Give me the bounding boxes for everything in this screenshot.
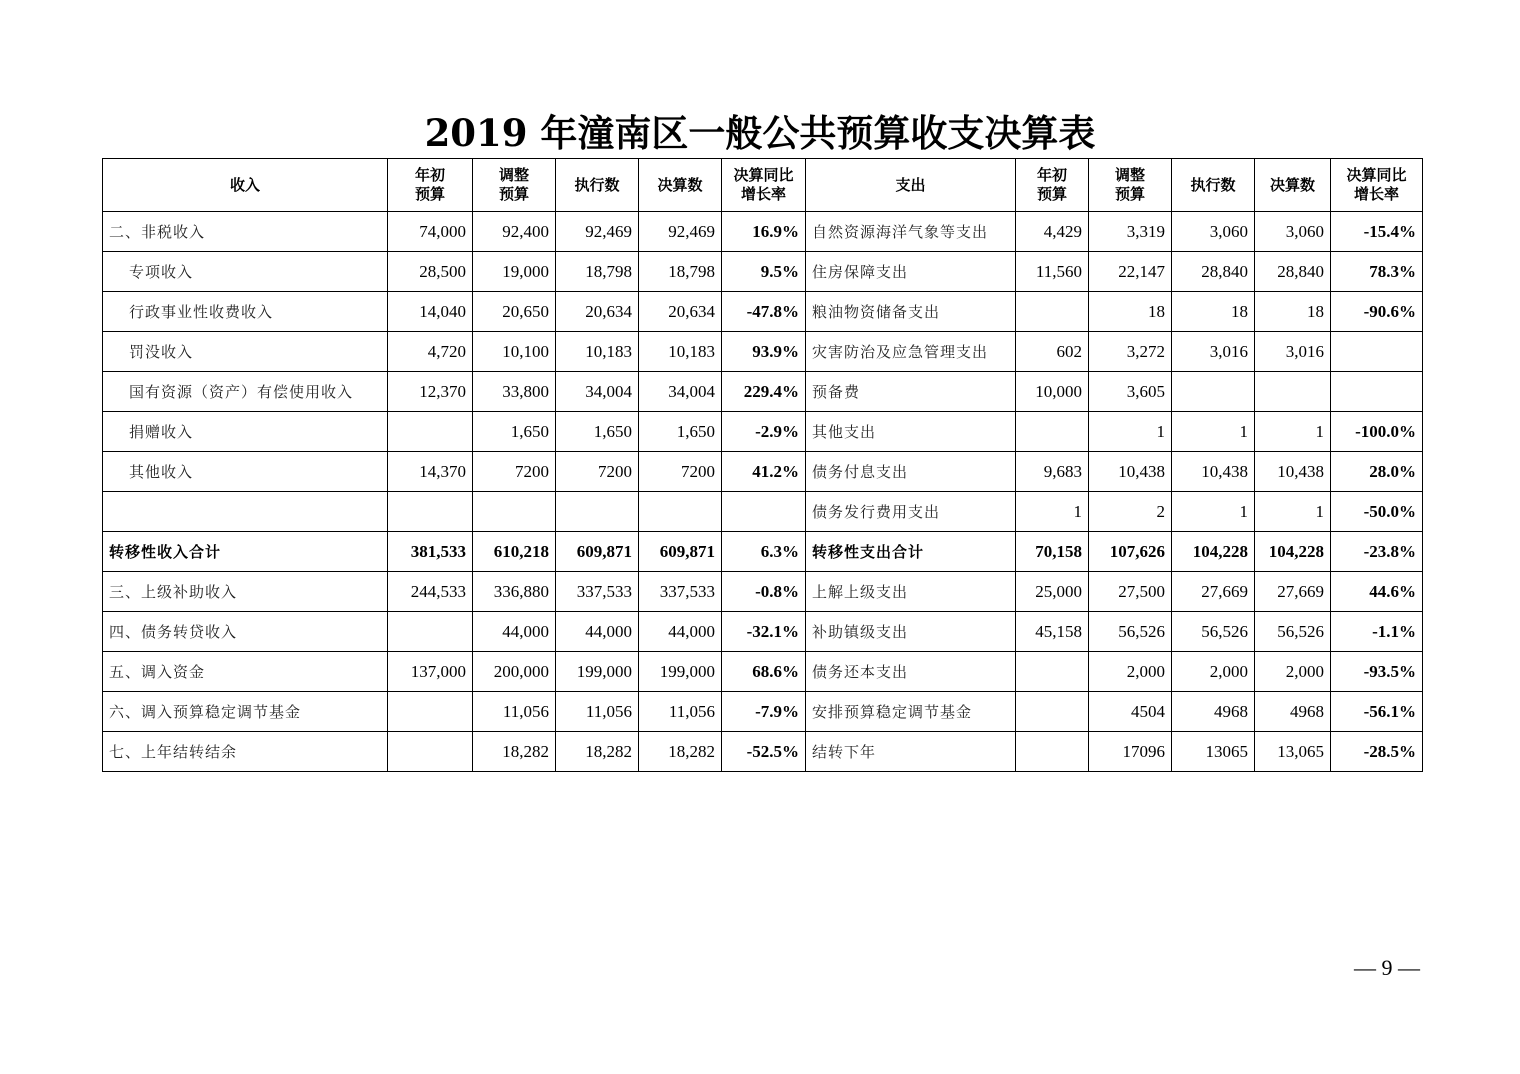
income-final: 1,650 (639, 412, 722, 452)
expense-growth: -28.5% (1331, 732, 1423, 772)
header-adjusted-budget: 调整 预算 (473, 159, 556, 212)
income-final: 34,004 (639, 372, 722, 412)
header-expense-initial-budget: 年初 预算 (1016, 159, 1089, 212)
expense-initial: 602 (1016, 332, 1089, 372)
expense-label: 自然资源海洋气象等支出 (806, 212, 1016, 252)
expense-label: 补助镇级支出 (806, 612, 1016, 652)
income-executed: 44,000 (556, 612, 639, 652)
income-initial: 12,370 (388, 372, 473, 412)
table-row (103, 652, 1423, 692)
income-label: 二、非税收入 (103, 212, 388, 252)
income-adjusted: 20,650 (473, 292, 556, 332)
income-growth: -2.9% (722, 412, 806, 452)
table-row (103, 292, 1423, 332)
expense-adjusted: 27,500 (1089, 572, 1172, 612)
expense-adjusted: 3,319 (1089, 212, 1172, 252)
table-row (103, 212, 1423, 252)
expense-initial: 1 (1016, 492, 1089, 532)
expense-growth: -100.0% (1331, 412, 1423, 452)
income-label: 四、债务转贷收入 (103, 612, 388, 652)
income-growth: -52.5% (722, 732, 806, 772)
income-adjusted: 18,282 (473, 732, 556, 772)
expense-growth: -23.8% (1331, 532, 1423, 572)
income-executed: 1,650 (556, 412, 639, 452)
income-initial (388, 732, 473, 772)
income-initial (388, 412, 473, 452)
income-final: 18,282 (639, 732, 722, 772)
income-final: 337,533 (639, 572, 722, 612)
expense-executed: 3,016 (1172, 332, 1255, 372)
expense-label: 灾害防治及应急管理支出 (806, 332, 1016, 372)
income-growth: 16.9% (722, 212, 806, 252)
header-income: 收入 (103, 159, 388, 212)
income-initial: 4,720 (388, 332, 473, 372)
expense-executed: 18 (1172, 292, 1255, 332)
income-adjusted: 44,000 (473, 612, 556, 652)
header-expense: 支出 (806, 159, 1016, 212)
income-label: 五、调入资金 (103, 652, 388, 692)
income-initial: 14,370 (388, 452, 473, 492)
income-final: 199,000 (639, 652, 722, 692)
table-row (103, 492, 1423, 532)
income-executed: 199,000 (556, 652, 639, 692)
income-executed (556, 492, 639, 532)
expense-initial (1016, 692, 1089, 732)
income-growth: 229.4% (722, 372, 806, 412)
expense-executed: 10,438 (1172, 452, 1255, 492)
income-initial (388, 692, 473, 732)
table-row (103, 692, 1423, 732)
income-label: 其他收入 (103, 452, 388, 492)
income-executed: 92,469 (556, 212, 639, 252)
expense-label: 债务发行费用支出 (806, 492, 1016, 532)
income-label: 三、上级补助收入 (103, 572, 388, 612)
expense-initial (1016, 412, 1089, 452)
income-growth: -47.8% (722, 292, 806, 332)
expense-growth: 28.0% (1331, 452, 1423, 492)
income-adjusted: 610,218 (473, 532, 556, 572)
header-final: 决算数 (639, 159, 722, 212)
income-adjusted: 19,000 (473, 252, 556, 292)
expense-executed: 56,526 (1172, 612, 1255, 652)
income-label: 国有资源（资产）有偿使用收入 (103, 372, 388, 412)
income-label: 行政事业性收费收入 (103, 292, 388, 332)
header-expense-growth: 决算同比 增长率 (1331, 159, 1423, 212)
header-expense-executed: 执行数 (1172, 159, 1255, 212)
expense-adjusted: 17096 (1089, 732, 1172, 772)
income-executed: 34,004 (556, 372, 639, 412)
income-label: 六、调入预算稳定调节基金 (103, 692, 388, 732)
expense-growth: -1.1% (1331, 612, 1423, 652)
expense-adjusted: 3,605 (1089, 372, 1172, 412)
income-final: 10,183 (639, 332, 722, 372)
expense-adjusted: 2,000 (1089, 652, 1172, 692)
table-row (103, 372, 1423, 412)
expense-label: 住房保障支出 (806, 252, 1016, 292)
expense-initial: 45,158 (1016, 612, 1089, 652)
header-initial-budget: 年初 预算 (388, 159, 473, 212)
expense-growth: -56.1% (1331, 692, 1423, 732)
expense-adjusted: 107,626 (1089, 532, 1172, 572)
expense-executed: 27,669 (1172, 572, 1255, 612)
expense-adjusted: 1 (1089, 412, 1172, 452)
table-row (103, 252, 1423, 292)
expense-final: 56,526 (1255, 612, 1331, 652)
expense-growth: 44.6% (1331, 572, 1423, 612)
expense-final: 3,016 (1255, 332, 1331, 372)
income-growth: -0.8% (722, 572, 806, 612)
expense-executed: 1 (1172, 492, 1255, 532)
income-adjusted: 33,800 (473, 372, 556, 412)
budget-table (102, 158, 1423, 772)
expense-executed: 3,060 (1172, 212, 1255, 252)
expense-initial: 9,683 (1016, 452, 1089, 492)
expense-growth: -50.0% (1331, 492, 1423, 532)
income-executed: 11,056 (556, 692, 639, 732)
income-final: 11,056 (639, 692, 722, 732)
table-row (103, 572, 1423, 612)
income-adjusted: 200,000 (473, 652, 556, 692)
income-growth: 93.9% (722, 332, 806, 372)
income-label: 罚没收入 (103, 332, 388, 372)
expense-label: 其他支出 (806, 412, 1016, 452)
income-initial: 244,533 (388, 572, 473, 612)
header-expense-final: 决算数 (1255, 159, 1331, 212)
expense-adjusted: 56,526 (1089, 612, 1172, 652)
income-executed: 10,183 (556, 332, 639, 372)
expense-adjusted: 10,438 (1089, 452, 1172, 492)
expense-label: 结转下年 (806, 732, 1016, 772)
expense-initial (1016, 292, 1089, 332)
income-adjusted (473, 492, 556, 532)
expense-label: 预备费 (806, 372, 1016, 412)
income-adjusted: 7200 (473, 452, 556, 492)
expense-growth (1331, 372, 1423, 412)
table-row (103, 412, 1423, 452)
expense-final: 18 (1255, 292, 1331, 332)
expense-label: 债务付息支出 (806, 452, 1016, 492)
income-initial: 14,040 (388, 292, 473, 332)
expense-final: 27,669 (1255, 572, 1331, 612)
income-label: 转移性收入合计 (103, 532, 388, 572)
expense-label: 安排预算稳定调节基金 (806, 692, 1016, 732)
expense-initial: 25,000 (1016, 572, 1089, 612)
income-growth: -32.1% (722, 612, 806, 652)
income-initial (388, 492, 473, 532)
expense-label: 债务还本支出 (806, 652, 1016, 692)
table-row (103, 332, 1423, 372)
income-executed: 18,282 (556, 732, 639, 772)
income-initial: 74,000 (388, 212, 473, 252)
expense-final: 13,065 (1255, 732, 1331, 772)
income-executed: 20,634 (556, 292, 639, 332)
income-initial (388, 612, 473, 652)
expense-growth (1331, 332, 1423, 372)
header-growth: 决算同比 增长率 (722, 159, 806, 212)
expense-label: 上解上级支出 (806, 572, 1016, 612)
income-initial: 381,533 (388, 532, 473, 572)
income-label: 七、上年结转结余 (103, 732, 388, 772)
income-growth: 68.6% (722, 652, 806, 692)
header-executed: 执行数 (556, 159, 639, 212)
income-final: 18,798 (639, 252, 722, 292)
income-executed: 18,798 (556, 252, 639, 292)
income-growth (722, 492, 806, 532)
expense-executed: 4968 (1172, 692, 1255, 732)
table-row (103, 612, 1423, 652)
income-final: 92,469 (639, 212, 722, 252)
income-final: 20,634 (639, 292, 722, 332)
expense-initial: 70,158 (1016, 532, 1089, 572)
income-adjusted: 10,100 (473, 332, 556, 372)
expense-final: 1 (1255, 492, 1331, 532)
expense-final: 2,000 (1255, 652, 1331, 692)
header-expense-adjusted-budget: 调整 预算 (1089, 159, 1172, 212)
expense-final: 28,840 (1255, 252, 1331, 292)
expense-executed: 13065 (1172, 732, 1255, 772)
expense-growth: -90.6% (1331, 292, 1423, 332)
income-final: 7200 (639, 452, 722, 492)
expense-adjusted: 22,147 (1089, 252, 1172, 292)
page-title: 2019 年潼南区一般公共预算收支决算表 (424, 111, 1096, 155)
page-number: — 9 — (1354, 955, 1420, 980)
expense-label: 转移性支出合计 (806, 532, 1016, 572)
income-growth: 9.5% (722, 252, 806, 292)
expense-initial: 10,000 (1016, 372, 1089, 412)
expense-executed: 1 (1172, 412, 1255, 452)
income-adjusted: 11,056 (473, 692, 556, 732)
expense-adjusted: 2 (1089, 492, 1172, 532)
expense-executed: 28,840 (1172, 252, 1255, 292)
income-adjusted: 336,880 (473, 572, 556, 612)
income-growth: -7.9% (722, 692, 806, 732)
income-label: 捐赠收入 (103, 412, 388, 452)
expense-initial: 11,560 (1016, 252, 1089, 292)
expense-adjusted: 4504 (1089, 692, 1172, 732)
table-row (103, 732, 1423, 772)
income-adjusted: 1,650 (473, 412, 556, 452)
expense-adjusted: 18 (1089, 292, 1172, 332)
expense-initial (1016, 732, 1089, 772)
income-executed: 337,533 (556, 572, 639, 612)
income-label: 专项收入 (103, 252, 388, 292)
expense-final: 3,060 (1255, 212, 1331, 252)
income-executed: 609,871 (556, 532, 639, 572)
expense-growth: -15.4% (1331, 212, 1423, 252)
expense-final: 104,228 (1255, 532, 1331, 572)
table-row-total (103, 532, 1423, 572)
expense-final: 4968 (1255, 692, 1331, 732)
expense-executed: 104,228 (1172, 532, 1255, 572)
expense-initial (1016, 652, 1089, 692)
income-initial: 137,000 (388, 652, 473, 692)
income-initial: 28,500 (388, 252, 473, 292)
table-row (103, 452, 1423, 492)
income-final: 44,000 (639, 612, 722, 652)
expense-final: 1 (1255, 412, 1331, 452)
table-header-row (103, 159, 1423, 212)
expense-growth: -93.5% (1331, 652, 1423, 692)
expense-adjusted: 3,272 (1089, 332, 1172, 372)
expense-final: 10,438 (1255, 452, 1331, 492)
expense-executed (1172, 372, 1255, 412)
income-executed: 7200 (556, 452, 639, 492)
expense-final (1255, 372, 1331, 412)
income-final: 609,871 (639, 532, 722, 572)
income-growth: 6.3% (722, 532, 806, 572)
income-label (103, 492, 388, 532)
income-final (639, 492, 722, 532)
income-growth: 41.2% (722, 452, 806, 492)
expense-label: 粮油物资储备支出 (806, 292, 1016, 332)
expense-executed: 2,000 (1172, 652, 1255, 692)
income-adjusted: 92,400 (473, 212, 556, 252)
expense-growth: 78.3% (1331, 252, 1423, 292)
expense-initial: 4,429 (1016, 212, 1089, 252)
